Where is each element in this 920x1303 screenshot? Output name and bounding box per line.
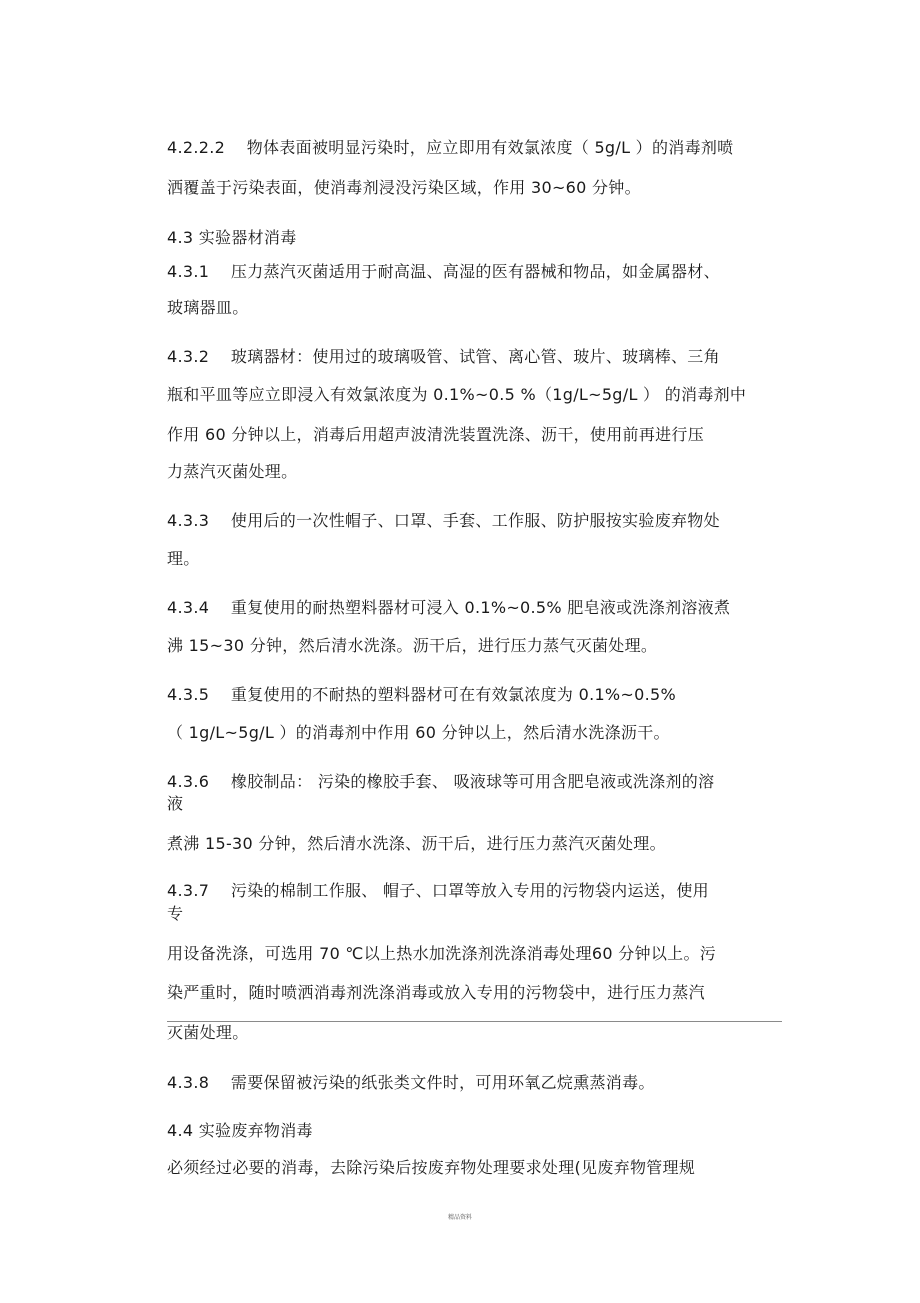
text-line: 煮沸 15-30 分钟，然后清水洗涤、沥干后，进行压力蒸汽灭菌处理。: [167, 834, 666, 853]
section-heading: 4.4 实验废弃物消毒: [167, 1121, 313, 1140]
text-line: 4.3.3 使用后的一次性帽子、口罩、手套、工作服、防护服按实验废弃物处: [167, 511, 720, 530]
text-line: 4.2.2.2 物体表面被明显污染时，应立即用有效氯浓度（ 5g/L ）的消毒剂喷: [167, 138, 734, 157]
text-line: 4.3.5 重复使用的不耐热的塑料器材可在有效氯浓度为 0.1%~0.5%: [167, 685, 676, 704]
text-line: 4.3.8 需要保留被污染的纸张类文件时，可用环氧乙烷熏蒸消毒。: [167, 1073, 655, 1092]
text-line: 染严重时，随时喷洒消毒剂洗涤消毒或放入专用的污物袋中，进行压力蒸汽: [167, 983, 705, 1002]
text-line: 必须经过必要的消毒，去除污染后按废弃物处理要求处理(见废弃物管理规: [167, 1158, 696, 1177]
text-line: 4.3.7 污染的棉制工作服、 帽子、口罩等放入专用的污物袋内运送，使用: [167, 881, 709, 900]
text-line: 灭菌处理。: [167, 1023, 249, 1042]
text-line: 用设备洗涤，可选用 70 ℃以上热水加洗涤剂洗涤消毒处理60 分钟以上。污: [167, 944, 717, 963]
text-line: 4.3.4 重复使用的耐热塑料器材可浸入 0.1%~0.5% 肥皂液或洗涤剂溶液煮: [167, 598, 731, 617]
text-line: 瓶和平皿等应立即浸入有效氯浓度为 0.1%~0.5 %（1g/L~5g/L ） 的消毒剂中: [167, 385, 747, 404]
text-line: 专: [167, 904, 184, 923]
text-line: 玻璃器皿。: [167, 298, 249, 317]
page-footer: 精品资料: [447, 1214, 472, 1221]
section-heading: 4.3 实验器材消毒: [167, 228, 297, 247]
text-line: （ 1g/L~5g/L ）的消毒剂中作用 60 分钟以上，然后清水洗涤沥干。: [167, 723, 670, 742]
text-line: 4.3.6 橡胶制品： 污染的橡胶手套、 吸液球等可用含肥皂液或洗涤剂的溶: [167, 772, 715, 791]
text-line: 理。: [167, 549, 200, 568]
text-line: 4.3.2 玻璃器材：使用过的玻璃吸管、试管、离心管、玻片、玻璃棒、三角: [167, 347, 720, 366]
text-line: 洒覆盖于污染表面，使消毒剂浸没污染区域，作用 30~60 分钟。: [167, 178, 641, 197]
text-line: 作用 60 分钟以上，消毒后用超声波清洗装置洗涤、沥干，使用前再进行压: [167, 425, 705, 444]
text-line: 4.3.1 压力蒸汽灭菌适用于耐高温、高湿的医有器械和物品，如金属器材、: [167, 262, 720, 281]
divider-line: [167, 1021, 782, 1022]
text-line: 沸 15~30 分钟，然后清水洗涤。沥干后，进行压力蒸气灭菌处理。: [167, 636, 658, 655]
text-line: 液: [167, 794, 184, 813]
text-line: 力蒸汽灭菌处理。: [167, 462, 298, 481]
